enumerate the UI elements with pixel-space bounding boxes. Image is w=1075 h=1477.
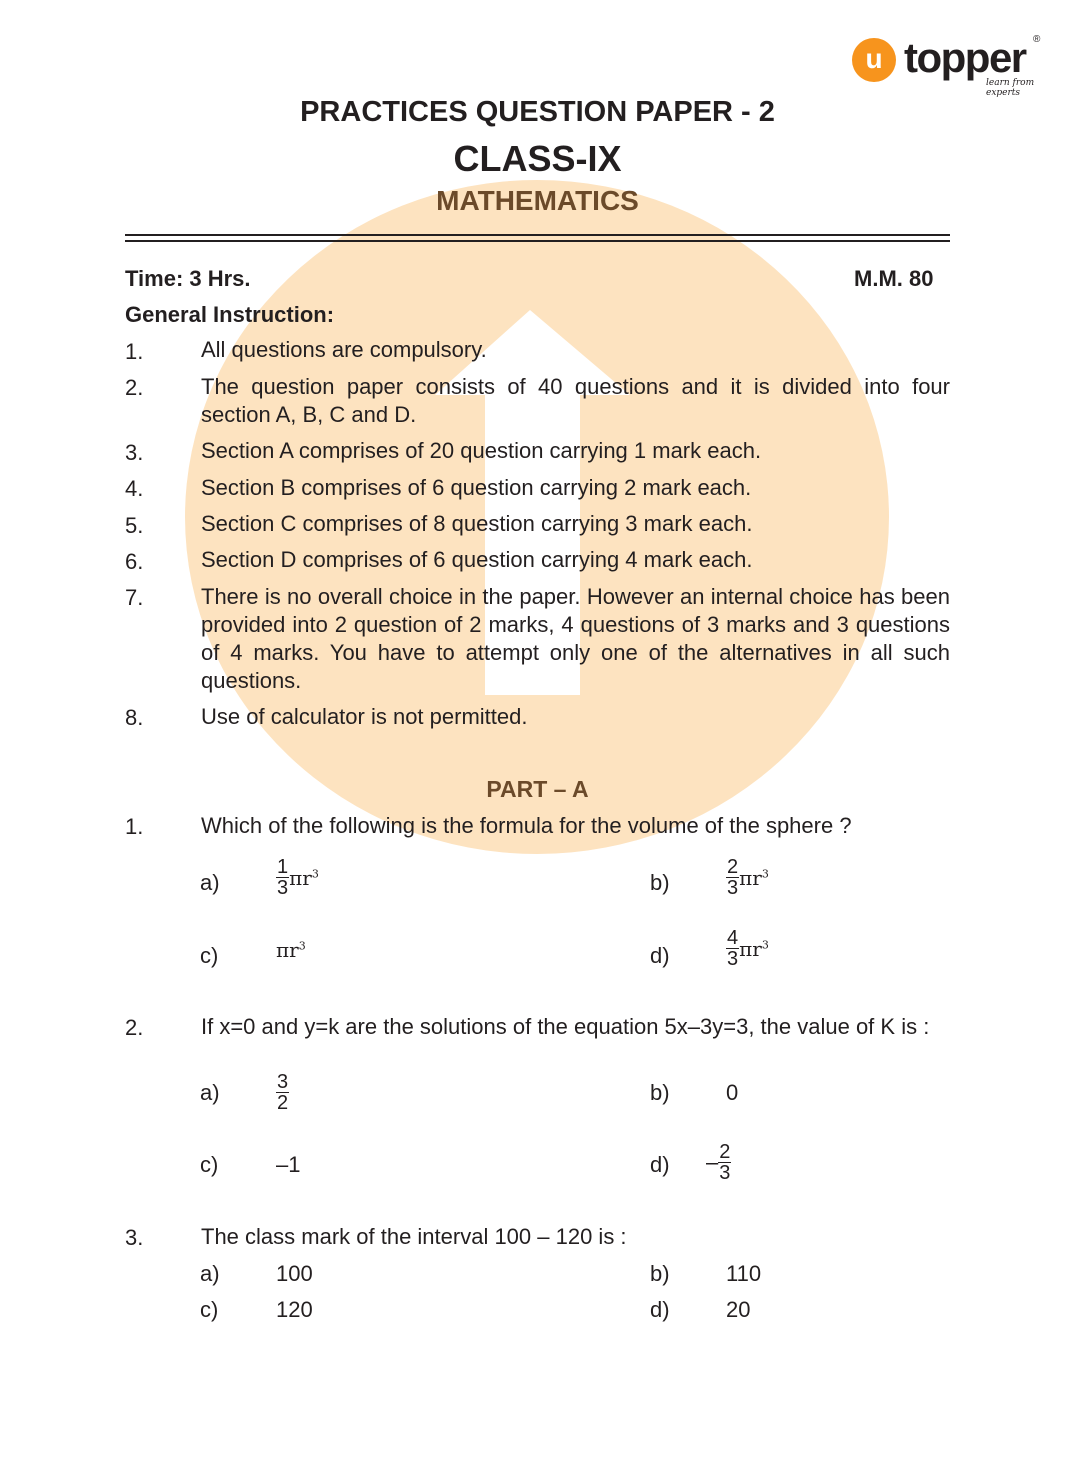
option-value xyxy=(726,928,769,969)
instruction-text: All questions are compulsory. xyxy=(201,337,487,362)
option-label: c) xyxy=(200,943,219,968)
logo-mark: u xyxy=(852,38,896,82)
instruction-text: Section B comprises of 6 question carrying 2 mark each. xyxy=(201,475,752,500)
option-label: d) xyxy=(650,943,670,968)
fraction-denominator: 3 xyxy=(727,877,739,899)
exponent: 3 xyxy=(311,866,319,880)
option-value: 0 xyxy=(726,1080,739,1105)
option-label: a) xyxy=(200,1261,220,1286)
fraction-numerator: 2 xyxy=(727,856,739,878)
option-value: 110 xyxy=(726,1261,762,1286)
expression: πr xyxy=(276,938,299,963)
option-label: d) xyxy=(650,1152,670,1177)
option-value: –1 xyxy=(276,1152,301,1177)
option-label: b) xyxy=(650,870,670,895)
fraction-numerator: 4 xyxy=(727,927,739,949)
divider-top xyxy=(125,234,950,236)
question-number: 1. xyxy=(125,814,144,839)
topper-logo xyxy=(852,34,1042,98)
max-marks: M.M. 80 xyxy=(854,266,934,291)
instruction-number: 7. xyxy=(125,585,144,610)
minus-sign: – xyxy=(706,1149,719,1175)
logo-word: topper xyxy=(904,34,1026,81)
question-text: If x=0 and y=k are the solutions of the equation 5x–3y=3, the value of K is : xyxy=(201,1014,930,1039)
instruction-text: Section D comprises of 6 question carrying 4 mark each. xyxy=(201,547,753,572)
instruction-text: There is no overall choice in the paper. However an internal choice has been provided into 2 question of 2 marks, 4 questions of 3 marks and 3 questions of 4 marks. You have to attempt only one of the alternatives in all such questions. xyxy=(201,584,950,693)
option-value: 20 xyxy=(726,1297,751,1322)
subject-title: MATHEMATICS xyxy=(436,185,639,216)
option-value xyxy=(276,1072,289,1113)
option-value: 100 xyxy=(276,1261,313,1286)
expression: πr xyxy=(739,936,762,961)
instruction-text: Section A comprises of 20 question carrying 1 mark each. xyxy=(201,438,762,463)
paper-title: PRACTICES QUESTION PAPER - 2 xyxy=(300,96,775,128)
option-label: d) xyxy=(650,1297,670,1322)
logo-tagline: learn from experts xyxy=(986,78,1035,98)
question-text: Which of the following is the formula for the volume of the sphere ? xyxy=(201,813,852,838)
exponent: 3 xyxy=(761,937,769,951)
option-label: c) xyxy=(200,1297,219,1322)
instruction-number: 5. xyxy=(125,513,144,538)
fraction-numerator: 1 xyxy=(277,856,289,878)
question-number: 3. xyxy=(125,1225,144,1250)
option-label: a) xyxy=(200,1080,220,1105)
instruction-text: Section C comprises of 8 question carrying 3 mark each. xyxy=(201,511,753,536)
class-title: CLASS-IX xyxy=(453,138,622,179)
fraction-denominator: 3 xyxy=(719,1162,731,1184)
option-label: c) xyxy=(200,1152,219,1177)
expression: πr xyxy=(289,865,312,890)
instruction-number: 8. xyxy=(125,705,144,730)
exponent: 3 xyxy=(761,866,769,880)
fraction-denominator: 3 xyxy=(277,877,289,899)
part-heading: PART – A xyxy=(486,776,589,802)
instruction-number: 2. xyxy=(125,375,144,400)
instruction-number: 4. xyxy=(125,476,144,501)
divider-bottom xyxy=(125,240,950,242)
option-value: 120 xyxy=(276,1297,313,1322)
expression: πr xyxy=(739,865,762,890)
fraction-denominator: 3 xyxy=(727,948,739,970)
fraction-denominator: 2 xyxy=(277,1092,289,1114)
instruction-number: 6. xyxy=(125,549,144,574)
instruction-text: The question paper consists of 40 questions and it is divided into four section A, B, C and D. xyxy=(201,374,950,427)
instruction-number: 3. xyxy=(125,440,144,465)
question-number: 2. xyxy=(125,1015,144,1040)
exponent: 3 xyxy=(298,939,306,953)
option-value xyxy=(706,1142,731,1183)
option-value xyxy=(276,936,306,962)
instructions-heading: General Instruction: xyxy=(125,302,335,327)
question-text: The class mark of the interval 100 – 120 is : xyxy=(201,1224,627,1249)
registered-icon: ® xyxy=(1033,34,1041,45)
time-label: Time: 3 Hrs. xyxy=(125,266,251,291)
option-value xyxy=(726,857,769,898)
instruction-number: 1. xyxy=(125,339,144,364)
option-label: b) xyxy=(650,1080,670,1105)
option-value xyxy=(276,857,319,898)
instruction-text: Use of calculator is not permitted. xyxy=(201,704,528,729)
option-label: b) xyxy=(650,1261,670,1286)
fraction-numerator: 3 xyxy=(277,1071,289,1093)
option-label: a) xyxy=(200,870,220,895)
fraction-numerator: 2 xyxy=(719,1141,731,1163)
